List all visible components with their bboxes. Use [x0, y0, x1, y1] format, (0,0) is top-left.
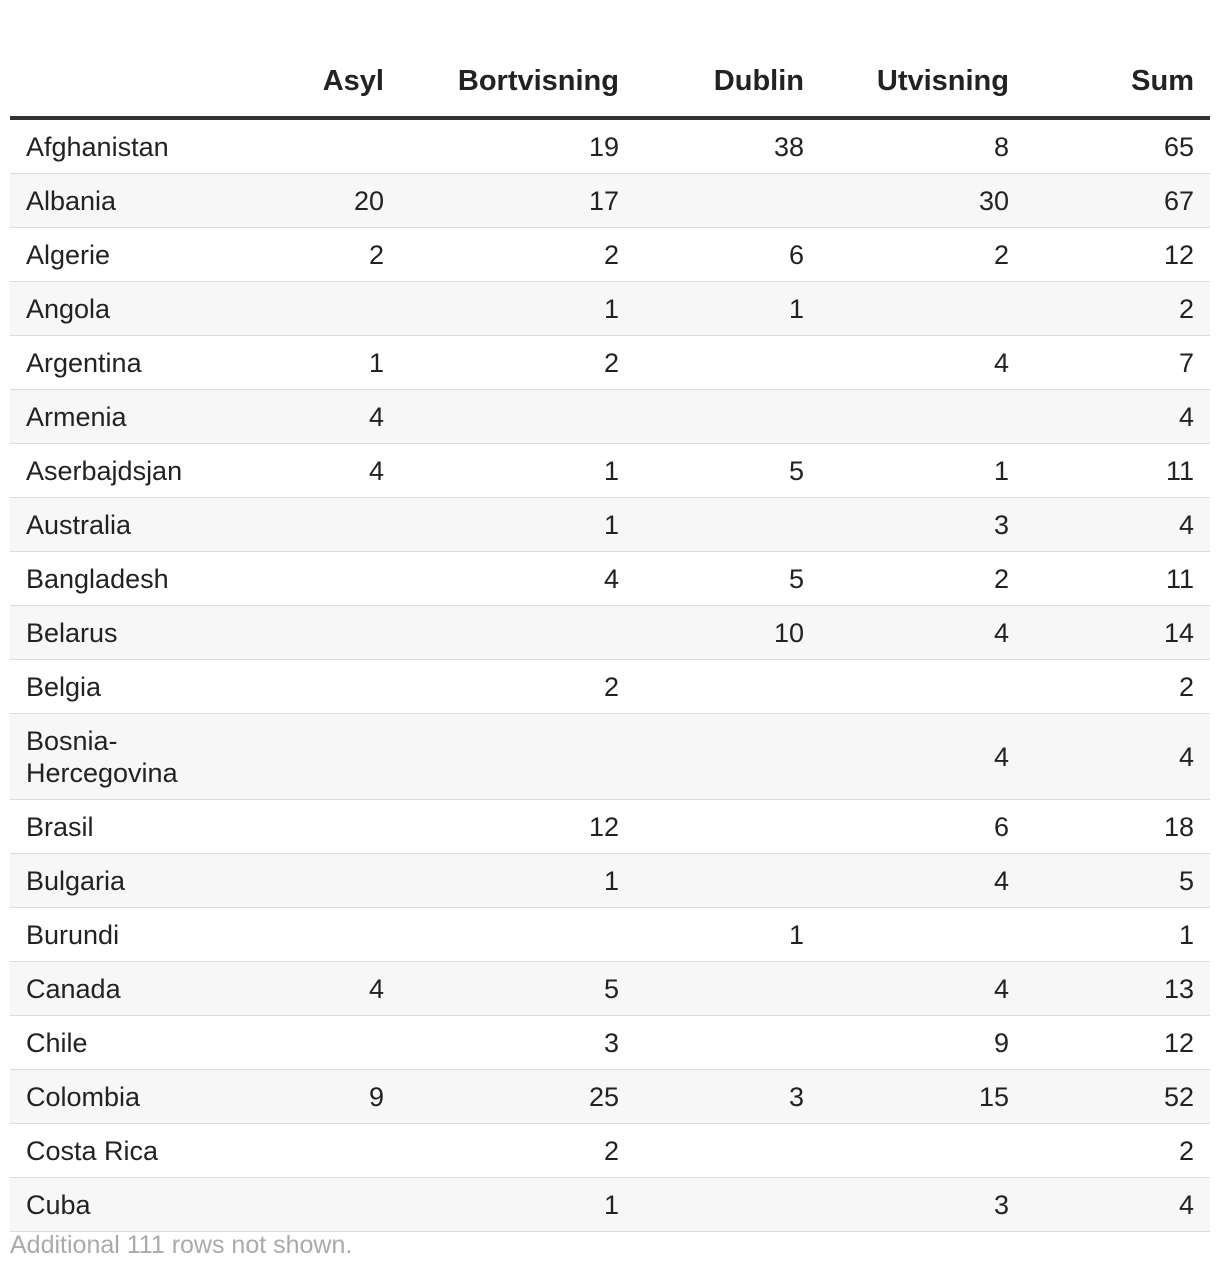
rows-not-shown-note: Additional 111 rows not shown.: [10, 1231, 353, 1259]
table-row: [10, 962, 1210, 1016]
value-cell-bortvisning: 1: [400, 444, 635, 498]
value-cell-dublin: 6: [635, 228, 820, 282]
table-row: [10, 800, 1210, 854]
value-cell-asyl: [260, 1124, 400, 1178]
value-cell-asyl: [260, 498, 400, 552]
value-cell-utvisning: 4: [820, 336, 1025, 390]
value-cell-utvisning: [820, 390, 1025, 444]
value-cell-sum: 4: [1025, 1178, 1210, 1232]
value-cell-bortvisning: 3: [400, 1016, 635, 1070]
value-cell-utvisning: 2: [820, 552, 1025, 606]
value-cell-asyl: 4: [260, 444, 400, 498]
value-cell-sum: 1: [1025, 908, 1210, 962]
value-cell-asyl: [260, 118, 400, 174]
value-cell-asyl: 20: [260, 174, 400, 228]
value-cell-bortvisning: 5: [400, 962, 635, 1016]
value-cell-sum: 4: [1025, 714, 1210, 800]
value-cell-dublin: 38: [635, 118, 820, 174]
value-cell-utvisning: 4: [820, 714, 1025, 800]
value-cell-sum: 11: [1025, 552, 1210, 606]
value-cell-utvisning: 8: [820, 118, 1025, 174]
value-cell-utvisning: [820, 660, 1025, 714]
table-row: [10, 444, 1210, 498]
value-cell-dublin: [635, 1124, 820, 1178]
table-row: [10, 336, 1210, 390]
country-cell: Bosnia-Hercegovina: [10, 714, 260, 800]
value-cell-bortvisning: 25: [400, 1070, 635, 1124]
value-cell-sum: 11: [1025, 444, 1210, 498]
value-cell-sum: 52: [1025, 1070, 1210, 1124]
value-cell-dublin: [635, 714, 820, 800]
country-cell: Afghanistan: [10, 118, 260, 174]
value-cell-asyl: 9: [260, 1070, 400, 1124]
value-cell-sum: 14: [1025, 606, 1210, 660]
country-cell: Aserbajdsjan: [10, 444, 260, 498]
country-cell: Belarus: [10, 606, 260, 660]
value-cell-asyl: 1: [260, 336, 400, 390]
country-cell: Argentina: [10, 336, 260, 390]
value-cell-utvisning: 6: [820, 800, 1025, 854]
country-cell: Bulgaria: [10, 854, 260, 908]
value-cell-bortvisning: 2: [400, 660, 635, 714]
value-cell-asyl: [260, 1178, 400, 1232]
table-row: [10, 660, 1210, 714]
value-cell-dublin: [635, 1016, 820, 1070]
value-cell-asyl: [260, 908, 400, 962]
value-cell-asyl: [260, 800, 400, 854]
country-cell: Brasil: [10, 800, 260, 854]
value-cell-dublin: [635, 1178, 820, 1232]
value-cell-sum: 7: [1025, 336, 1210, 390]
value-cell-utvisning: 4: [820, 606, 1025, 660]
value-cell-sum: 67: [1025, 174, 1210, 228]
value-cell-asyl: [260, 714, 400, 800]
country-cell: Canada: [10, 962, 260, 1016]
value-cell-bortvisning: 12: [400, 800, 635, 854]
table-row: [10, 228, 1210, 282]
value-cell-dublin: 1: [635, 908, 820, 962]
value-cell-dublin: 5: [635, 552, 820, 606]
header-row: [10, 0, 1210, 118]
table-row: [10, 714, 1210, 800]
value-cell-asyl: 2: [260, 228, 400, 282]
value-cell-sum: 12: [1025, 1016, 1210, 1070]
value-cell-asyl: [260, 552, 400, 606]
value-cell-sum: 4: [1025, 498, 1210, 552]
value-cell-sum: 2: [1025, 660, 1210, 714]
table-row: [10, 1070, 1210, 1124]
table-row: [10, 282, 1210, 336]
column-header-sum: Sum: [1025, 0, 1210, 118]
country-cell: Australia: [10, 498, 260, 552]
table-row: [10, 854, 1210, 908]
value-cell-utvisning: 3: [820, 498, 1025, 552]
column-header-country: [10, 0, 260, 118]
country-cell: Cuba: [10, 1178, 260, 1232]
country-cell: Algerie: [10, 228, 260, 282]
value-cell-dublin: 3: [635, 1070, 820, 1124]
value-cell-asyl: [260, 1016, 400, 1070]
value-cell-dublin: 1: [635, 282, 820, 336]
value-cell-bortvisning: 1: [400, 854, 635, 908]
country-cell: Armenia: [10, 390, 260, 444]
value-cell-dublin: 10: [635, 606, 820, 660]
value-cell-dublin: [635, 660, 820, 714]
value-cell-utvisning: [820, 282, 1025, 336]
value-cell-dublin: [635, 390, 820, 444]
value-cell-bortvisning: [400, 390, 635, 444]
table-header: [10, 0, 1210, 118]
table-row: [10, 118, 1210, 174]
value-cell-utvisning: 30: [820, 174, 1025, 228]
value-cell-utvisning: [820, 1124, 1025, 1178]
value-cell-sum: 65: [1025, 118, 1210, 174]
value-cell-sum: 2: [1025, 282, 1210, 336]
value-cell-asyl: [260, 606, 400, 660]
value-cell-bortvisning: 1: [400, 498, 635, 552]
table-row: [10, 552, 1210, 606]
table-body: [10, 118, 1210, 1232]
value-cell-bortvisning: 4: [400, 552, 635, 606]
value-cell-sum: 13: [1025, 962, 1210, 1016]
value-cell-dublin: [635, 854, 820, 908]
value-cell-bortvisning: 2: [400, 336, 635, 390]
value-cell-bortvisning: 2: [400, 228, 635, 282]
country-cell: Angola: [10, 282, 260, 336]
value-cell-dublin: [635, 962, 820, 1016]
value-cell-dublin: [635, 336, 820, 390]
data-table: [10, 0, 1210, 1232]
value-cell-bortvisning: [400, 908, 635, 962]
value-cell-asyl: 4: [260, 962, 400, 1016]
value-cell-bortvisning: 17: [400, 174, 635, 228]
table-row: [10, 390, 1210, 444]
table-row: [10, 908, 1210, 962]
value-cell-utvisning: 15: [820, 1070, 1025, 1124]
value-cell-bortvisning: [400, 606, 635, 660]
value-cell-bortvisning: [400, 714, 635, 800]
value-cell-utvisning: 4: [820, 962, 1025, 1016]
value-cell-sum: 2: [1025, 1124, 1210, 1178]
value-cell-utvisning: [820, 908, 1025, 962]
country-cell: Belgia: [10, 660, 260, 714]
value-cell-asyl: [260, 660, 400, 714]
value-cell-dublin: [635, 174, 820, 228]
value-cell-utvisning: 1: [820, 444, 1025, 498]
column-header-utvisning: Utvisning: [820, 0, 1025, 118]
value-cell-sum: 5: [1025, 854, 1210, 908]
table-row: [10, 498, 1210, 552]
value-cell-asyl: 4: [260, 390, 400, 444]
value-cell-bortvisning: 2: [400, 1124, 635, 1178]
value-cell-dublin: 5: [635, 444, 820, 498]
country-cell: Chile: [10, 1016, 260, 1070]
value-cell-sum: 18: [1025, 800, 1210, 854]
country-cell: Costa Rica: [10, 1124, 260, 1178]
value-cell-bortvisning: 1: [400, 1178, 635, 1232]
value-cell-sum: 4: [1025, 390, 1210, 444]
country-cell: Bangladesh: [10, 552, 260, 606]
country-cell: Burundi: [10, 908, 260, 962]
value-cell-dublin: [635, 800, 820, 854]
value-cell-utvisning: 2: [820, 228, 1025, 282]
value-cell-utvisning: 9: [820, 1016, 1025, 1070]
country-cell: Colombia: [10, 1070, 260, 1124]
value-cell-sum: 12: [1025, 228, 1210, 282]
value-cell-asyl: [260, 282, 400, 336]
column-header-bortvisning: Bortvisning: [400, 0, 635, 118]
table-row: [10, 174, 1210, 228]
value-cell-bortvisning: 19: [400, 118, 635, 174]
value-cell-asyl: [260, 854, 400, 908]
data-table-container: [10, 0, 1210, 1232]
table-row: [10, 1178, 1210, 1232]
value-cell-utvisning: 3: [820, 1178, 1025, 1232]
table-row: [10, 1016, 1210, 1070]
table-row: [10, 1124, 1210, 1178]
value-cell-bortvisning: 1: [400, 282, 635, 336]
country-cell: Albania: [10, 174, 260, 228]
table-row: [10, 606, 1210, 660]
value-cell-utvisning: 4: [820, 854, 1025, 908]
column-header-dublin: Dublin: [635, 0, 820, 118]
value-cell-dublin: [635, 498, 820, 552]
column-header-asyl: Asyl: [260, 0, 400, 118]
